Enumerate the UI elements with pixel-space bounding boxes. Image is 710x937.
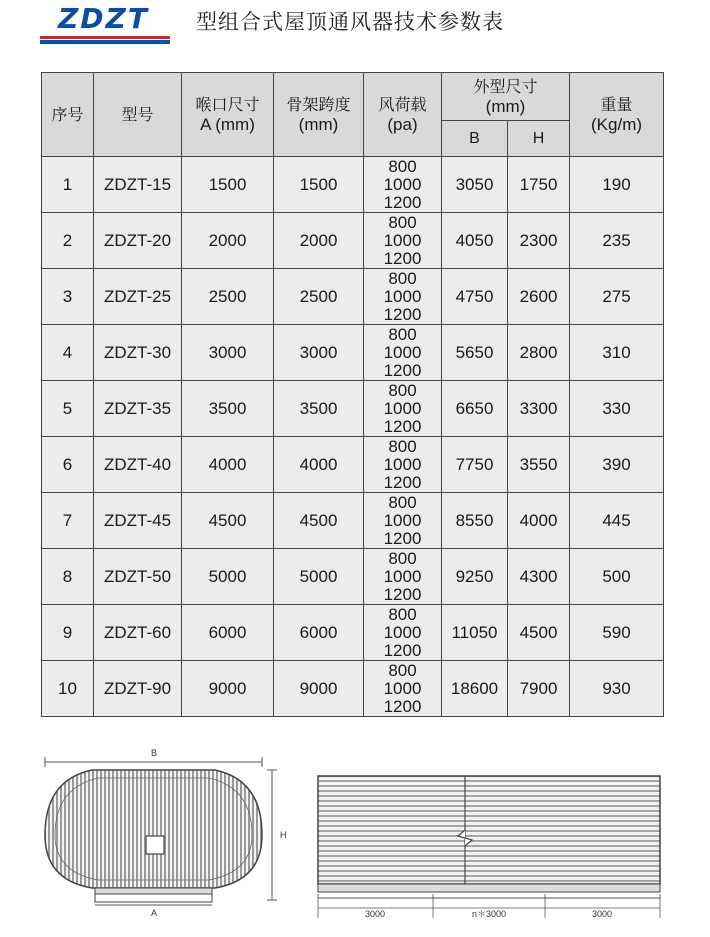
cell-throat: 4000 bbox=[182, 437, 274, 493]
wind-load-value: 1000 bbox=[383, 678, 422, 698]
col-outer-line1: 外型尺寸 bbox=[473, 76, 538, 96]
cell-seq: 2 bbox=[42, 213, 94, 269]
cell-span: 5000 bbox=[274, 549, 364, 605]
cell-throat: 1500 bbox=[182, 157, 274, 213]
cell-seq: 5 bbox=[42, 381, 94, 437]
page-header bbox=[0, 0, 710, 50]
cell-model: ZDZT-35 bbox=[94, 381, 182, 437]
wind-load-value: 800 bbox=[388, 324, 417, 344]
cell-outer-b: 18600 bbox=[442, 661, 508, 717]
wind-load-value: 1000 bbox=[383, 342, 422, 362]
dim-label-a: A bbox=[150, 908, 158, 918]
col-model: 型号 bbox=[94, 73, 182, 157]
cell-throat: 2500 bbox=[182, 269, 274, 325]
wind-load-value: 1000 bbox=[383, 510, 422, 530]
cell-throat: 9000 bbox=[182, 661, 274, 717]
cell-model: ZDZT-45 bbox=[94, 493, 182, 549]
col-outer-line2: (mm) bbox=[485, 96, 526, 116]
cell-outer-b: 5650 bbox=[442, 325, 508, 381]
wind-load-value: 800 bbox=[388, 604, 417, 624]
col-weight-line2: (Kg/m) bbox=[591, 114, 643, 134]
dim-label-mid: n＊3000 bbox=[471, 909, 507, 919]
table-row bbox=[42, 381, 664, 437]
cell-model: ZDZT-15 bbox=[94, 157, 182, 213]
dim-label-right: 3000 bbox=[591, 909, 613, 919]
cell-outer-h: 2600 bbox=[508, 269, 570, 325]
cell-model: ZDZT-60 bbox=[94, 605, 182, 661]
elevation-drawing bbox=[318, 776, 660, 919]
brand-logo: ZDZT bbox=[58, 2, 149, 35]
vent-section-shape bbox=[45, 770, 262, 888]
cell-outer-b: 6650 bbox=[442, 381, 508, 437]
cell-outer-h: 3300 bbox=[508, 381, 570, 437]
cell-span: 4000 bbox=[274, 437, 364, 493]
cell-outer-h: 2300 bbox=[508, 213, 570, 269]
cell-outer-b: 7750 bbox=[442, 437, 508, 493]
col-outer-h: H bbox=[508, 121, 570, 157]
wind-load-value: 1000 bbox=[383, 454, 422, 474]
col-seq: 序号 bbox=[42, 73, 94, 157]
cell-weight: 310 bbox=[570, 325, 664, 381]
wind-load-value: 1200 bbox=[383, 640, 422, 660]
cell-weight: 330 bbox=[570, 381, 664, 437]
cell-span: 4500 bbox=[274, 493, 364, 549]
wind-load-value: 1000 bbox=[383, 286, 422, 306]
cell-wind bbox=[364, 437, 442, 493]
cell-model: ZDZT-50 bbox=[94, 549, 182, 605]
cell-seq: 8 bbox=[42, 549, 94, 605]
cell-weight: 190 bbox=[570, 157, 664, 213]
cell-throat: 2000 bbox=[182, 213, 274, 269]
cell-wind bbox=[364, 325, 442, 381]
table-row bbox=[42, 437, 664, 493]
wind-load-value: 1000 bbox=[383, 398, 422, 418]
col-wind-line2: (pa) bbox=[387, 114, 418, 134]
wind-load-value: 1200 bbox=[383, 192, 422, 212]
cross-section-drawing bbox=[45, 748, 287, 918]
cell-seq: 3 bbox=[42, 269, 94, 325]
wind-load-value: 800 bbox=[388, 156, 417, 176]
cell-outer-b: 4050 bbox=[442, 213, 508, 269]
wind-load-value: 800 bbox=[388, 660, 417, 680]
cell-outer-b: 8550 bbox=[442, 493, 508, 549]
wind-load-value: 800 bbox=[388, 212, 417, 232]
table-row bbox=[42, 493, 664, 549]
dim-label-b: B bbox=[150, 748, 158, 758]
cell-wind bbox=[364, 549, 442, 605]
cell-span: 1500 bbox=[274, 157, 364, 213]
table-row bbox=[42, 549, 664, 605]
cell-outer-b: 11050 bbox=[442, 605, 508, 661]
cell-wind bbox=[364, 213, 442, 269]
wind-load-value: 1000 bbox=[383, 622, 422, 642]
cell-weight: 500 bbox=[570, 549, 664, 605]
wind-load-value: 1200 bbox=[383, 416, 422, 436]
wind-load-value: 1000 bbox=[383, 566, 422, 586]
cell-seq: 9 bbox=[42, 605, 94, 661]
wind-load-value: 1200 bbox=[383, 696, 422, 716]
cell-outer-b: 3050 bbox=[442, 157, 508, 213]
wind-load-value: 1200 bbox=[383, 360, 422, 380]
table-row bbox=[42, 605, 664, 661]
cell-model: ZDZT-25 bbox=[94, 269, 182, 325]
logo-underline-red bbox=[40, 36, 170, 39]
wind-load-value: 1200 bbox=[383, 472, 422, 492]
wind-load-value: 1200 bbox=[383, 248, 422, 268]
col-throat-line1: 喉口尺寸 bbox=[195, 94, 260, 114]
cell-wind bbox=[364, 157, 442, 213]
table-row bbox=[42, 213, 664, 269]
cell-span: 3500 bbox=[274, 381, 364, 437]
cell-span: 3000 bbox=[274, 325, 364, 381]
spec-table-header bbox=[42, 73, 664, 157]
cell-seq: 10 bbox=[42, 661, 94, 717]
col-span-line1: 骨架跨度 bbox=[286, 94, 351, 114]
wind-load-value: 1000 bbox=[383, 230, 422, 250]
cell-wind bbox=[364, 269, 442, 325]
col-wind-line1: 风荷载 bbox=[378, 94, 427, 114]
table-row bbox=[42, 269, 664, 325]
cell-outer-h: 2800 bbox=[508, 325, 570, 381]
col-throat bbox=[182, 73, 274, 157]
wind-load-value: 800 bbox=[388, 492, 417, 512]
cell-wind bbox=[364, 493, 442, 549]
wind-load-value: 800 bbox=[388, 268, 417, 288]
cell-outer-h: 1750 bbox=[508, 157, 570, 213]
cell-weight: 235 bbox=[570, 213, 664, 269]
wind-load-value: 800 bbox=[388, 548, 417, 568]
cell-outer-h: 4000 bbox=[508, 493, 570, 549]
cell-seq: 4 bbox=[42, 325, 94, 381]
cell-outer-b: 9250 bbox=[442, 549, 508, 605]
wind-load-value: 800 bbox=[388, 436, 417, 456]
cell-outer-h: 4500 bbox=[508, 605, 570, 661]
cell-weight: 930 bbox=[570, 661, 664, 717]
cell-throat: 4500 bbox=[182, 493, 274, 549]
col-weight bbox=[570, 73, 664, 157]
cell-weight: 445 bbox=[570, 493, 664, 549]
wind-load-value: 1200 bbox=[383, 584, 422, 604]
cell-span: 6000 bbox=[274, 605, 364, 661]
cell-seq: 6 bbox=[42, 437, 94, 493]
cell-throat: 3000 bbox=[182, 325, 274, 381]
throat-opening bbox=[146, 836, 164, 854]
wind-load-value: 1000 bbox=[383, 174, 422, 194]
cell-outer-h: 4300 bbox=[508, 549, 570, 605]
col-span-line2: (mm) bbox=[298, 114, 339, 134]
technical-drawings bbox=[0, 740, 710, 937]
cell-weight: 590 bbox=[570, 605, 664, 661]
cell-seq: 1 bbox=[42, 157, 94, 213]
dim-label-h: H bbox=[280, 830, 287, 840]
col-outer-b: B bbox=[442, 121, 508, 157]
table-row bbox=[42, 661, 664, 717]
wind-load-value: 800 bbox=[388, 380, 417, 400]
cell-outer-b: 4750 bbox=[442, 269, 508, 325]
cell-model: ZDZT-40 bbox=[94, 437, 182, 493]
cell-wind bbox=[364, 661, 442, 717]
cell-model: ZDZT-20 bbox=[94, 213, 182, 269]
cell-weight: 275 bbox=[570, 269, 664, 325]
col-outer bbox=[442, 73, 570, 121]
cell-span: 9000 bbox=[274, 661, 364, 717]
cell-span: 2500 bbox=[274, 269, 364, 325]
cell-model: ZDZT-30 bbox=[94, 325, 182, 381]
col-wind bbox=[364, 73, 442, 157]
spec-table-body bbox=[42, 157, 664, 717]
cell-weight: 390 bbox=[570, 437, 664, 493]
wind-load-value: 1200 bbox=[383, 304, 422, 324]
cell-wind bbox=[364, 381, 442, 437]
dim-label-left: 3000 bbox=[364, 909, 386, 919]
cell-wind bbox=[364, 605, 442, 661]
page-title: 型组合式屋顶通风器技术参数表 bbox=[196, 10, 504, 34]
spec-table bbox=[41, 72, 664, 717]
cell-throat: 3500 bbox=[182, 381, 274, 437]
col-span bbox=[274, 73, 364, 157]
logo-underline-blue bbox=[40, 40, 170, 44]
table-row bbox=[42, 325, 664, 381]
cell-seq: 7 bbox=[42, 493, 94, 549]
wind-load-value: 1200 bbox=[383, 528, 422, 548]
cell-throat: 6000 bbox=[182, 605, 274, 661]
col-weight-line1: 重量 bbox=[600, 94, 633, 114]
vent-elevation-panel bbox=[318, 776, 660, 884]
table-row bbox=[42, 157, 664, 213]
cell-outer-h: 7900 bbox=[508, 661, 570, 717]
cell-outer-h: 3550 bbox=[508, 437, 570, 493]
cell-span: 2000 bbox=[274, 213, 364, 269]
cell-model: ZDZT-90 bbox=[94, 661, 182, 717]
cell-throat: 5000 bbox=[182, 549, 274, 605]
col-throat-line2: A (mm) bbox=[200, 114, 255, 134]
